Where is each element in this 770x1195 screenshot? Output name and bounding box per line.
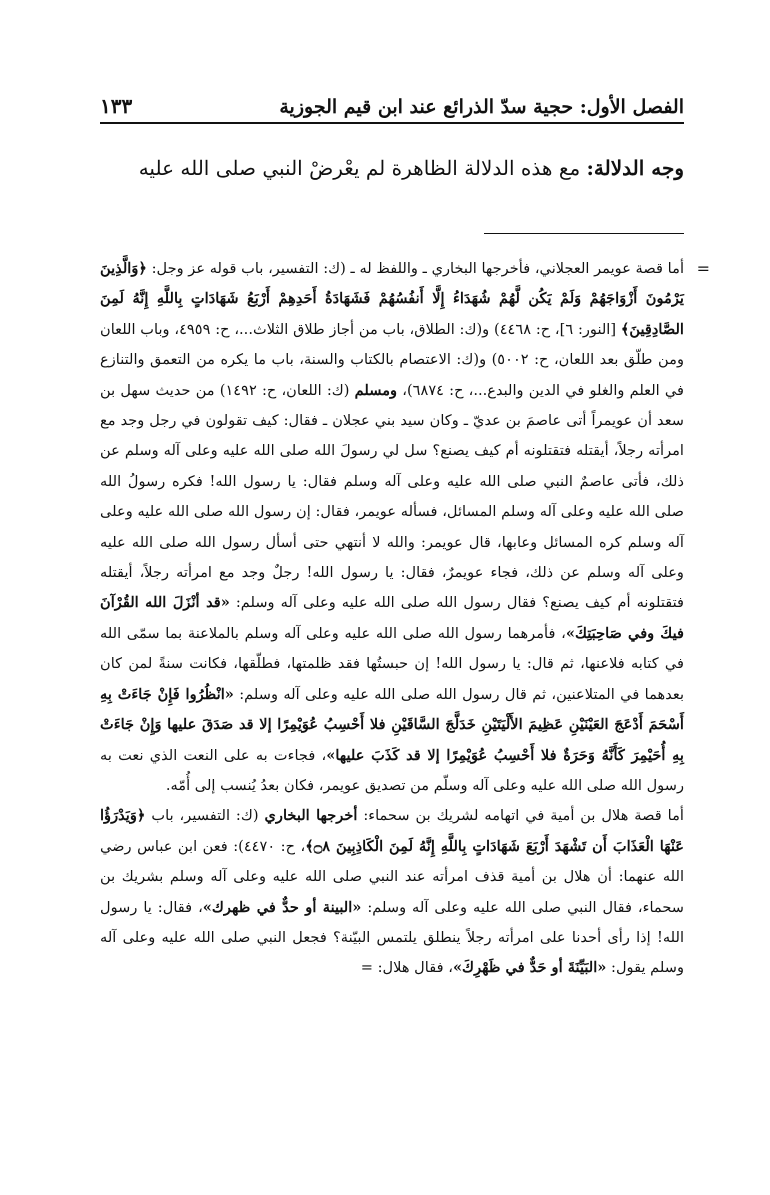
hadith-quote: «قد أنْزَلَ الله القُرْآنَ فيكَ وفي صَاحِبَتِكَ» xyxy=(100,594,684,642)
section-lead: وجه الدلالة: xyxy=(586,156,684,180)
chapter-title: الفصل الأول: حجية سدّ الذرائع عند ابن قيم الجوزية xyxy=(279,96,684,118)
fn-text: ، فقال: يا رسول الله! إذا رأى أحدنا على امرأته رجلاً ينطلق يلتمس البيّنة؟ فجعل النبي صلى الله عليه وعلى آله وسلم يقول: xyxy=(100,898,684,977)
fn-text: ، فقال هلال: = xyxy=(360,959,453,977)
quran-verse: ﴿وَالَّذِينَ يَرْمُونَ أَزْوَاجَهُمْ وَلَمْ يَكُن لَّهُمْ شُهَدَاءُ إِلَّا أَنفُسُهُمْ فَشَهَادَةُ أَحَدِهِمْ أَرْبَعُ شَهَادَاتٍ بِاللَّهِ إِنَّهُ لَمِنَ الصَّادِقِينَ﴾ xyxy=(100,260,684,338)
footnote xyxy=(100,254,710,984)
fn-text: ، فجاءت به على النعت الذي نعت به رسول الله صلى الله عليه وعلى آله وسلّم من تصديق عويمر، فكان بعدُ يُنسب إلى أُمّه. xyxy=(100,746,684,794)
fn-text: [النور: ٦]، ح: ٤٤٦٨) و(ك: الطلاق، باب من أجاز طلاق الثلاث...، ح: ٤٩٥٩، وباب اللعان ومن طلّق بعد اللعان، ح: ٥٠٠٢) و(ك: الاعتصام بالكتاب والسنة، باب ما يكره من التعمق والتنازع في العلم والغلو في الدين والبدع...، ح: ٦٨٧٤)، xyxy=(100,320,684,399)
main-paragraph: مع هذه الدلالة الظاهرة لم يعْرضْ النبي صلى الله عليه xyxy=(138,156,581,180)
fn-text: أما قصة عويمر العجلاني، فأخرجها البخاري ـ واللفظ له ـ (ك: التفسير، باب قوله عز وجل: xyxy=(146,260,684,277)
continuation-mark: = xyxy=(696,259,710,278)
fn-text: ، فأمرهما رسول الله صلى الله عليه وعلى آله وسلم بالملاعنة بما سمّى الله في كتابه فلاعنها، ثم قال: يا رسول الله! إن حبستُها فقد ظلمتها، فطلّقها، فكانت سنةً لمن كان بعدهما في المتلاعنين، ثم قال رسول الله صلى الله عليه وعلى آله وسلم: xyxy=(100,624,685,703)
hadith-quote: «البَيِّنَةَ أو حَدٌّ في ظَهْرِكَ» xyxy=(452,959,607,977)
footnote-separator xyxy=(484,233,684,234)
fn-text: ، ح: ٤٤٧٠): فعن ابن عباس رضي الله عنهما: أن هلال بن أمية قذف امرأته عند النبي صلى الله عليه وعلى آله وسلم بشريك بن سحماء، فقال النبي صلى الله عليه وعلى آله وسلم: xyxy=(100,837,684,916)
footnote-paragraph-hilal xyxy=(100,801,684,983)
page-number: ١٣٣ xyxy=(100,94,133,118)
source-bukhari: أخرجها البخاري xyxy=(264,807,358,825)
hadith-quote: «انْظُرُوا فَإِنْ جَاءَتْ بِهِ أَسْحَمَ أَدْعَجَ العَيْنَيْنِ عَظِيمَ الأَلْيَتَيْنِ خَدَلَّجَ السَّاقَيْنِ فلا أَحْسِبُ عُوَيْمِرًا إلا قد صَدَقَ عليها وَإِنْ جَاءَتْ بِهِ أُحَيْمِرَ كَأَنَّهُ وَحَرَةٌ فلا أَحْسِبُ عُوَيْمِرًا إلا قد كَذَبَ عليها» xyxy=(100,685,684,764)
footnote-paragraph-uwaymir xyxy=(100,254,684,801)
quran-verse: ﴿وَيَدْرَؤُا عَنْهَا الْعَذَابَ أَن تَشْهَدَ أَرْبَعَ شَهَادَاتٍ بِاللَّهِ إِنَّهُ لَمِنَ الْكَاذِبِينَ ۝٨﴾ xyxy=(100,807,685,855)
source-muslim: ومسلم xyxy=(354,381,398,399)
fn-text: (ك: التفسير، باب xyxy=(145,807,265,825)
fn-text: (ك: اللعان، ح: ١٤٩٢) من حديث سهل بن سعد أن عويمراً أتى عاصمَ بن عديّ ـ وكان سيد بني عجلان ـ فقال: كيف تقولون في رجل وجد مع امرأته رجلاً، أيقتله فتقتلونه أم كيف يصنع؟ سل لي رسولَ الله صلى الله عليه وعلى آله وسلم عن ذلك، فأتى عاصمٌ النبي صلى الله عليه وعلى آله وسلم فقال: يا رسول الله! فكره رسولُ الله صلى الله عليه وعلى آله وسلم المسائل، فسأله عويمر، فقال: إن رسول الله صلى الله عليه وعلى آله وسلم كره المسائل وعابها، قال عويمر: والله لا أنتهي حتى أسأل رسول الله صلى الله عليه وعلى آله وسلم عن ذلك، فجاء عويمرٌ، فقال: يا رسول الله! رجلٌ وجد مع امرأته رجلاً، أيقتله فتقتلونه أم كيف يصنع؟ فقال رسول الله صلى الله عليه وعلى آله وسلم: xyxy=(100,381,684,612)
fn-text: أما قصة هلال بن أمية في اتهامه لشريك بن سحماء: xyxy=(357,807,684,825)
hadith-quote: «البينة أو حدٌّ في ظهرك» xyxy=(202,898,362,916)
main-text xyxy=(100,148,684,188)
running-header xyxy=(100,88,684,124)
